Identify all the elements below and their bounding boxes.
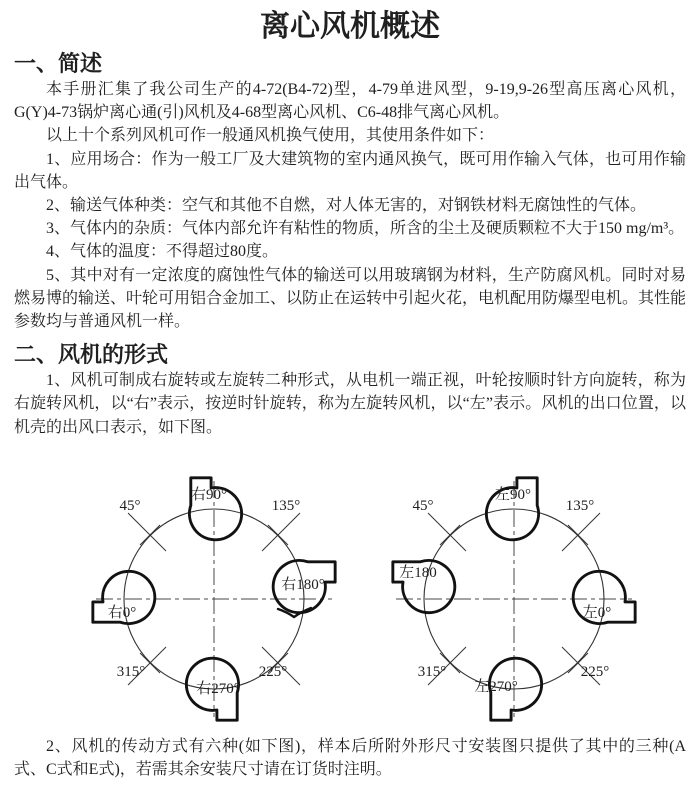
fan-label-left-180: 左180 [399,564,437,581]
paragraph-condition-2: 2、输送气体种类：空气和其他不自燃，对人体无害的，对钢铁材料无腐蚀性的气体。 [46,197,647,215]
fan-label-left-90: 左90° [495,486,531,503]
page-title: 离心风机概述 [260,10,440,43]
paragraph-condition-5: 5、其中对有一定浓度的腐蚀性气体的输送可以用玻璃钢为材料，生产防腐风机。同时对易燃易博的输送、叶轮可用铝合金加工、以防止在运转中引起火花，电机配用防爆型电机。其性能参数均与普通风机一样。 [14,266,687,331]
angle-label-135: 135° [565,497,595,514]
angle-label-45: 45° [412,497,434,514]
fan-label-right-270: 右270° [196,680,240,697]
paragraph-condition-3: 3、气体内的杂质：气体内部允许有粘性的物质，所含的尘土及硬质颗粒不大于150 mg/m³。 [46,220,685,238]
fan-orientation-figure [14,459,700,731]
fan-label-left-270: 左270° [474,678,518,695]
fan-label-right-180: 右180° [281,576,325,593]
paragraph-condition-1: 1、应用场合：作为一般工厂及大建筑物的室内通风换气，既可用作输入气体，也可用作输出气体。 [14,150,686,191]
left-rotation-diagram [393,478,635,720]
fan-label-left-0: 左0° [582,604,612,621]
angle-label-315: 315° [417,663,447,680]
right-rotation-diagram [93,478,335,720]
paragraph-rotation-forms: 1、风机可制成右旋转或左旋转二种形式，从电机一端正视，叶轮按顺时针方向旋转，称为右旋转风机，以“右”表示，按逆时针旋转，称为左旋转风机，以“左”表示。风机的出口位置，以机壳的出风口表示，如下图。 [14,372,686,436]
angle-label-225: 225° [258,663,288,680]
section1-heading: 一、简述 [14,51,103,76]
section2-heading: 二、风机的形式 [14,342,169,368]
fan-label-right-0: 右0° [107,604,137,621]
angle-label-135: 135° [271,497,301,514]
angle-label-315: 315° [116,663,146,680]
angle-label-225: 225° [580,663,610,680]
paragraph-usage-conditions: 以上十个系列风机可作一般通风机换气使用，其使用条件如下： [46,127,495,145]
paragraph-condition-4: 4、气体的温度：不得超过80度。 [46,243,279,261]
paragraph-overview: 本手册汇集了我公司生产的4-72(B4-72)型，4-79单进风型，9-19,9-26型高压离心风机，G(Y)4-73锅炉离心通(引)风机及4-68型离心风机、C6-48排气离心风机。 [14,81,686,122]
fan-label-right-90: 右90° [191,486,227,503]
angle-label-45: 45° [119,497,141,514]
paragraph-transmission: 2、风机的传动方式有六种(如下图)，样本后所附外形尺寸安装图只提供了其中的三种(A式、C式和E式)，若需其余安装尺寸请在订货时注明。 [14,737,686,779]
